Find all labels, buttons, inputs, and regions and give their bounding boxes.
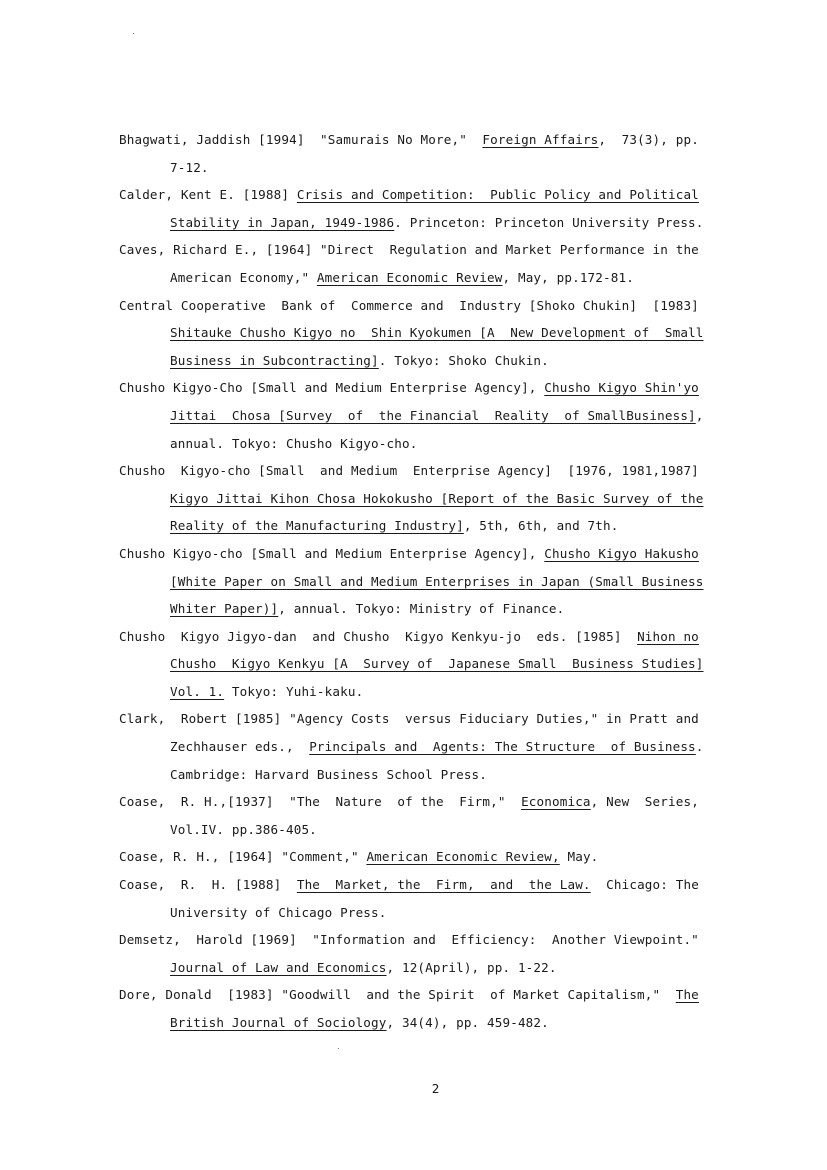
reference-text: Chusho Kigyo-Cho [Small and Medium Enterprise Agency],	[119, 380, 545, 396]
reference-title-text: The Market, the Firm, and the Law.	[296, 877, 591, 893]
reference-first-line	[119, 871, 749, 899]
reference-first-line	[119, 374, 749, 402]
reference-text: . Princeton: Princeton University Press.	[394, 214, 704, 230]
reference-continuation-line	[119, 1009, 749, 1037]
reference-text: Demsetz, Harold [1969] "Information and Efficiency: Another Viewpoint."	[119, 932, 699, 948]
reference-first-line	[119, 705, 749, 733]
reference-entry	[119, 181, 749, 236]
reference-entry	[119, 981, 749, 1036]
reference-entry	[119, 126, 749, 181]
reference-entry	[119, 374, 749, 457]
reference-continuation-line	[119, 595, 749, 623]
reference-entry	[119, 540, 749, 623]
reference-text: .	[695, 739, 704, 755]
reference-title-text: American Economic Review,	[366, 849, 560, 865]
reference-text: , 12(April), pp. 1-22.	[386, 959, 557, 975]
reference-text: Chicago: The	[590, 877, 699, 893]
reference-continuation-line	[119, 816, 749, 844]
reference-continuation-line	[119, 264, 749, 292]
reference-text: Coase, R. H. [1988]	[119, 877, 297, 893]
reference-continuation-line	[119, 485, 749, 513]
reference-continuation-line	[119, 154, 749, 182]
reference-title-text: The	[675, 987, 699, 1003]
reference-continuation-line	[119, 733, 749, 761]
reference-first-line	[119, 981, 749, 1009]
reference-text: annual. Tokyo: Chusho Kigyo-cho.	[170, 435, 418, 451]
reference-title-text: Shitauke Chusho Kigyo no Shin Kyokumen [A New Development of Small	[170, 325, 704, 341]
reference-entry	[119, 292, 749, 375]
reference-text: Central Cooperative Bank of Commerce and Industry [Shoko Chukin] [1983]	[119, 297, 699, 313]
reference-text: Coase, R. H.,[1937] "The Nature of the Firm,"	[119, 794, 522, 810]
reference-text: , 34(4), pp. 459-482.	[386, 1015, 549, 1030]
reference-title-text: Nihon no	[637, 628, 699, 644]
reference-continuation-line	[119, 319, 749, 347]
reference-text: Chusho Kigyo Jigyo-dan and Chusho Kigyo Kenkyu-jo eds. [1985]	[119, 628, 638, 644]
scan-speck	[338, 1048, 339, 1049]
reference-text: Cambridge: Harvard Business School Press.	[170, 766, 488, 782]
reference-title-text: Principals and Agents: The Structure of Business	[309, 739, 696, 755]
reference-title-text: Jittai Chosa [Survey of the Financial Reality of SmallBusiness]	[170, 407, 696, 423]
reference-continuation-line	[119, 430, 749, 458]
reference-continuation-line	[119, 899, 749, 927]
reference-title-text: Economica	[521, 794, 591, 810]
reference-entry	[119, 457, 749, 540]
reference-entry	[119, 623, 749, 706]
reference-first-line	[119, 788, 749, 816]
reference-continuation-line	[119, 402, 749, 430]
reference-first-line	[119, 457, 749, 485]
reference-text: , 5th, 6th, and 7th.	[463, 518, 619, 534]
reference-continuation-line	[119, 761, 749, 789]
reference-entry	[119, 788, 749, 843]
reference-continuation-line	[119, 650, 749, 678]
reference-first-line	[119, 843, 749, 871]
reference-text: 7-12.	[170, 159, 209, 175]
reference-first-line	[119, 126, 749, 154]
reference-first-line	[119, 181, 749, 209]
reference-text: , 73(3), pp.	[598, 132, 699, 147]
reference-first-line	[119, 926, 749, 954]
reference-first-line	[119, 236, 749, 264]
reference-continuation-line	[119, 954, 749, 982]
reference-text: Zechhauser eds.,	[170, 739, 310, 755]
reference-title-text: Chusho Kigyo Kenkyu [A Survey of Japanese Small Business Studies]	[170, 656, 704, 672]
reference-text: May.	[559, 849, 599, 865]
reference-title-text: Stability in Japan, 1949-1986	[170, 214, 395, 230]
reference-title-text: Chusho Kigyo Shin'yo	[544, 380, 699, 396]
reference-entry	[119, 926, 749, 981]
reference-continuation-line	[119, 209, 749, 237]
reference-entry	[119, 871, 749, 926]
reference-text: Chusho Kigyo-cho [Small and Medium Enterprise Agency],	[119, 545, 545, 561]
reference-title-text: Chusho Kigyo Hakusho	[544, 545, 699, 561]
reference-title-text: Journal of Law and Economics	[170, 959, 387, 975]
reference-title-text: Vol. 1.	[170, 683, 225, 699]
reference-text: Bhagwati, Jaddish [1994] "Samurais No More,"	[119, 132, 483, 147]
reference-title-text: British Journal of Sociology	[170, 1015, 387, 1030]
reference-text: Tokyo: Yuhi-kaku.	[224, 683, 364, 699]
reference-title-text: [White Paper on Small and Medium Enterprises in Japan (Small Business	[170, 573, 704, 589]
reference-text: , May, pp.172-81.	[502, 269, 634, 285]
reference-text: ,	[695, 407, 704, 423]
reference-entry	[119, 236, 749, 291]
scan-speck	[133, 33, 134, 34]
reference-title-text: Foreign Affairs	[482, 132, 599, 147]
reference-first-line	[119, 540, 749, 568]
reference-text: American Economy,"	[170, 269, 317, 285]
reference-text: . Tokyo: Shoko Chukin.	[378, 352, 549, 368]
reference-text: University of Chicago Press.	[170, 904, 387, 920]
reference-entry	[119, 843, 749, 871]
reference-text: Chusho Kigyo-cho [Small and Medium Enterprise Agency] [1976, 1981,1987]	[119, 463, 699, 479]
reference-title-text: American Economic Review	[316, 269, 503, 285]
reference-title-text: Reality of the Manufacturing Industry]	[170, 518, 464, 534]
reference-text: Caves, Richard E., [1964] "Direct Regulation and Market Performance in the	[119, 242, 699, 258]
reference-title-text: Whiter Paper)]	[170, 601, 279, 617]
reference-list	[119, 126, 749, 1037]
reference-continuation-line	[119, 512, 749, 540]
reference-text: , annual. Tokyo: Ministry of Finance.	[278, 601, 565, 617]
reference-entry	[119, 705, 749, 788]
reference-text: , New Series,	[590, 794, 699, 810]
reference-text: Clark, Robert [1985] "Agency Costs versus Fiduciary Duties," in Pratt and	[119, 711, 699, 727]
reference-text: Coase, R. H., [1964] "Comment,"	[119, 849, 367, 865]
reference-continuation-line	[119, 678, 749, 706]
reference-text: Dore, Donald [1983] "Goodwill and the Spirit of Market Capitalism,"	[119, 987, 676, 1003]
reference-first-line	[119, 292, 749, 320]
reference-title-text: Business in Subcontracting]	[170, 352, 379, 368]
reference-title-text: Kigyo Jittai Kihon Chosa Hokokusho [Report of the Basic Survey of the	[170, 490, 704, 506]
reference-text: Calder, Kent E. [1988]	[119, 187, 297, 203]
reference-title-text: Crisis and Competition: Public Policy and Political	[296, 187, 699, 203]
reference-continuation-line	[119, 347, 749, 375]
reference-first-line	[119, 623, 749, 651]
reference-continuation-line	[119, 568, 749, 596]
reference-text: Vol.IV. pp.386-405.	[170, 821, 317, 837]
page-number: 2	[431, 1081, 440, 1096]
